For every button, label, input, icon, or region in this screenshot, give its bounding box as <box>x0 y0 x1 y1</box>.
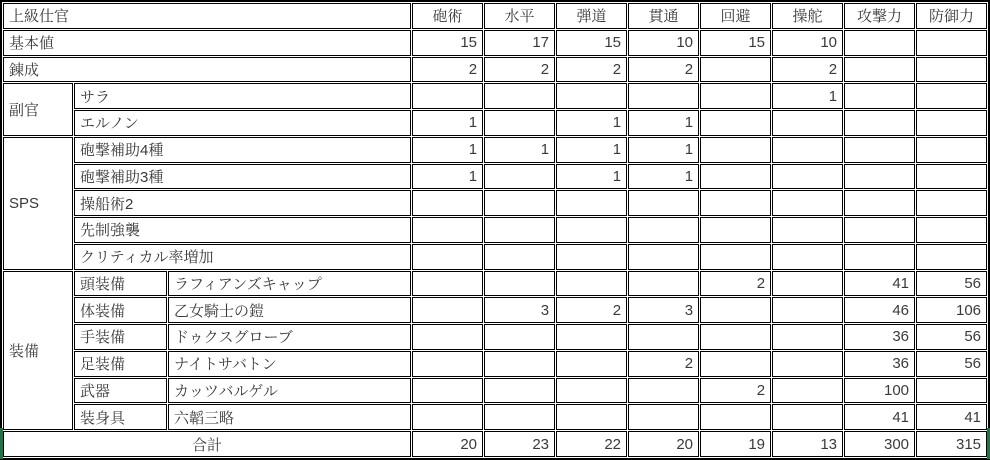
equip-slot-label[interactable]: 装身具 <box>74 404 167 430</box>
sps-skill-name[interactable]: 砲撃補助4種 <box>74 137 411 163</box>
stat-cell[interactable] <box>772 297 843 323</box>
stat-cell[interactable]: 3 <box>484 297 555 323</box>
stat-cell[interactable] <box>916 83 987 109</box>
selection-border-left <box>0 428 3 459</box>
stat-cell[interactable] <box>772 110 843 136</box>
stat-cell[interactable]: 10 <box>628 30 699 56</box>
stat-cell[interactable] <box>484 271 555 297</box>
table-row <box>3 83 987 109</box>
column-header-gunnery[interactable]: 砲術 <box>412 3 483 29</box>
stat-cell[interactable]: 2 <box>628 57 699 83</box>
total-cell[interactable]: 20 <box>412 431 483 457</box>
stat-cell[interactable] <box>916 30 987 56</box>
table-row <box>3 190 987 216</box>
stat-cell[interactable]: 2 <box>700 271 771 297</box>
table-row <box>3 271 987 297</box>
stat-cell[interactable]: 41 <box>844 404 915 430</box>
stat-cell[interactable]: 36 <box>844 324 915 350</box>
group-label-sps[interactable]: SPS <box>3 137 73 270</box>
total-cell[interactable]: 20 <box>628 431 699 457</box>
stat-cell[interactable]: 1 <box>628 137 699 163</box>
stat-cell[interactable]: 2 <box>556 297 627 323</box>
stat-cell[interactable]: 15 <box>700 30 771 56</box>
table-row <box>3 244 987 270</box>
stat-cell[interactable] <box>628 378 699 404</box>
stat-cell[interactable] <box>700 297 771 323</box>
stat-cell[interactable] <box>844 244 915 270</box>
stat-cell[interactable] <box>700 57 771 83</box>
stat-cell[interactable] <box>556 404 627 430</box>
stat-cell[interactable]: 106 <box>916 297 987 323</box>
stat-cell[interactable] <box>700 404 771 430</box>
stat-cell[interactable] <box>700 324 771 350</box>
stat-cell[interactable] <box>484 217 555 243</box>
sps-skill-name[interactable]: 先制強襲 <box>74 217 411 243</box>
stat-cell[interactable] <box>484 190 555 216</box>
stat-cell[interactable] <box>412 190 483 216</box>
stat-cell[interactable] <box>700 351 771 377</box>
stat-cell[interactable]: 1 <box>556 110 627 136</box>
stat-cell[interactable]: 1 <box>412 110 483 136</box>
equip-item-name[interactable]: 六韜三略 <box>168 404 411 430</box>
stat-cell[interactable]: 56 <box>916 324 987 350</box>
stat-cell[interactable] <box>772 271 843 297</box>
stat-cell[interactable]: 15 <box>556 30 627 56</box>
group-label-equipment[interactable]: 装備 <box>3 271 73 431</box>
stat-cell[interactable]: 2 <box>772 57 843 83</box>
sps-skill-name[interactable]: クリティカル率増加 <box>74 244 411 270</box>
column-header-horizontal[interactable]: 水平 <box>484 3 555 29</box>
stat-cell[interactable]: 56 <box>916 351 987 377</box>
total-cell[interactable]: 300 <box>844 431 915 457</box>
stat-cell[interactable] <box>412 324 483 350</box>
stat-cell[interactable] <box>556 217 627 243</box>
stat-cell[interactable]: 2 <box>412 57 483 83</box>
stat-cell[interactable] <box>772 244 843 270</box>
equip-slot-label[interactable]: 手装備 <box>74 324 167 350</box>
stat-cell[interactable]: 41 <box>916 404 987 430</box>
stat-cell[interactable] <box>772 351 843 377</box>
header-row <box>3 3 987 29</box>
stat-cell[interactable] <box>412 351 483 377</box>
stat-cell[interactable] <box>484 324 555 350</box>
table-row <box>3 378 987 404</box>
column-header-attack[interactable]: 攻撃力 <box>844 3 915 29</box>
equip-item-name[interactable]: 乙女騎士の鎧 <box>168 297 411 323</box>
stat-cell[interactable] <box>772 190 843 216</box>
stat-cell[interactable] <box>844 137 915 163</box>
sps-skill-name[interactable]: 操船術2 <box>74 190 411 216</box>
stat-cell[interactable]: 2 <box>700 378 771 404</box>
stat-cell[interactable] <box>700 83 771 109</box>
stat-cell[interactable] <box>556 271 627 297</box>
stat-cell[interactable] <box>916 137 987 163</box>
total-label[interactable]: 合計 <box>3 431 411 457</box>
stat-cell[interactable] <box>412 244 483 270</box>
stat-cell[interactable]: 36 <box>844 351 915 377</box>
column-header-evasion[interactable]: 回避 <box>700 3 771 29</box>
stat-cell[interactable] <box>700 137 771 163</box>
total-cell[interactable]: 19 <box>700 431 771 457</box>
stat-cell[interactable] <box>556 190 627 216</box>
stat-cell[interactable] <box>700 190 771 216</box>
stat-cell[interactable] <box>844 217 915 243</box>
stat-cell[interactable] <box>628 83 699 109</box>
stat-cell[interactable] <box>412 217 483 243</box>
corner-header[interactable]: 上級仕官 <box>3 3 411 29</box>
stat-cell[interactable] <box>484 404 555 430</box>
column-header-defense[interactable]: 防御力 <box>916 3 987 29</box>
stat-cell[interactable] <box>484 110 555 136</box>
stat-cell[interactable] <box>700 110 771 136</box>
stat-cell[interactable] <box>412 404 483 430</box>
stat-cell[interactable] <box>772 404 843 430</box>
stat-cell[interactable]: 56 <box>916 271 987 297</box>
stat-cell[interactable]: 1 <box>556 137 627 163</box>
stat-cell[interactable] <box>772 217 843 243</box>
total-cell[interactable]: 13 <box>772 431 843 457</box>
equip-item-name[interactable]: ナイトサバトン <box>168 351 411 377</box>
stat-cell[interactable] <box>556 351 627 377</box>
table-row <box>3 164 987 190</box>
stat-cell[interactable]: 15 <box>412 30 483 56</box>
stat-cell[interactable] <box>916 378 987 404</box>
stat-cell[interactable]: 1 <box>484 137 555 163</box>
table-row <box>3 137 987 163</box>
column-header-steering[interactable]: 操舵 <box>772 3 843 29</box>
stat-cell[interactable] <box>916 244 987 270</box>
stat-cell[interactable] <box>628 324 699 350</box>
table-row <box>3 297 987 323</box>
column-header-ballistics[interactable]: 弾道 <box>556 3 627 29</box>
equip-slot-label[interactable]: 体装備 <box>74 297 167 323</box>
stat-cell[interactable] <box>844 164 915 190</box>
stat-cell[interactable]: 1 <box>772 83 843 109</box>
stat-cell[interactable] <box>556 244 627 270</box>
stat-cell[interactable] <box>844 190 915 216</box>
stat-cell[interactable]: 100 <box>844 378 915 404</box>
stat-cell[interactable] <box>700 217 771 243</box>
row-label-rensei[interactable]: 錬成 <box>3 57 411 83</box>
stat-cell[interactable]: 17 <box>484 30 555 56</box>
stat-cell[interactable] <box>556 83 627 109</box>
stat-cell[interactable] <box>916 110 987 136</box>
stat-cell[interactable]: 10 <box>772 30 843 56</box>
stat-cell[interactable] <box>772 164 843 190</box>
stat-cell[interactable] <box>484 378 555 404</box>
stat-cell[interactable] <box>844 110 915 136</box>
table-row <box>3 351 987 377</box>
total-row <box>3 431 987 457</box>
table-row <box>3 30 987 56</box>
table-row <box>3 404 987 430</box>
equip-slot-label[interactable]: 足装備 <box>74 351 167 377</box>
stat-cell[interactable] <box>484 351 555 377</box>
stat-cell[interactable]: 2 <box>556 57 627 83</box>
stat-cell[interactable] <box>556 378 627 404</box>
row-label-base[interactable]: 基本値 <box>3 30 411 56</box>
equip-slot-label[interactable]: 頭装備 <box>74 271 167 297</box>
stat-cell[interactable] <box>412 271 483 297</box>
stat-cell[interactable] <box>628 217 699 243</box>
stat-cell[interactable] <box>556 324 627 350</box>
stat-cell[interactable] <box>772 324 843 350</box>
stat-cell[interactable] <box>628 404 699 430</box>
stat-cell[interactable] <box>700 244 771 270</box>
stat-cell[interactable] <box>628 244 699 270</box>
stat-cell[interactable] <box>628 190 699 216</box>
stat-cell[interactable] <box>844 30 915 56</box>
stat-cell[interactable]: 2 <box>628 351 699 377</box>
stat-cell[interactable] <box>484 83 555 109</box>
stat-cell[interactable] <box>772 137 843 163</box>
stat-cell[interactable]: 3 <box>628 297 699 323</box>
stat-cell[interactable] <box>412 83 483 109</box>
total-cell[interactable]: 315 <box>916 431 987 457</box>
stat-cell[interactable] <box>484 164 555 190</box>
total-cell[interactable]: 23 <box>484 431 555 457</box>
stat-cell[interactable]: 1 <box>556 164 627 190</box>
stat-cell[interactable] <box>916 57 987 83</box>
stat-cell[interactable] <box>700 164 771 190</box>
group-label-adjutant[interactable]: 副官 <box>3 83 73 136</box>
table-row <box>3 324 987 350</box>
stat-cell[interactable] <box>412 378 483 404</box>
sps-skill-name[interactable]: 砲撃補助3種 <box>74 164 411 190</box>
equip-slot-label[interactable]: 武器 <box>74 378 167 404</box>
stat-cell[interactable] <box>916 164 987 190</box>
stat-cell[interactable] <box>412 297 483 323</box>
equip-item-name[interactable]: ラフィアンズキャップ <box>168 271 411 297</box>
stat-cell[interactable]: 1 <box>412 137 483 163</box>
table-row <box>3 57 987 83</box>
stat-cell[interactable]: 41 <box>844 271 915 297</box>
equip-item-name[interactable]: ドゥクスグローブ <box>168 324 411 350</box>
stat-cell[interactable]: 1 <box>628 164 699 190</box>
stat-cell[interactable]: 1 <box>628 110 699 136</box>
column-header-penetration[interactable]: 貫通 <box>628 3 699 29</box>
stat-cell[interactable]: 2 <box>484 57 555 83</box>
equip-item-name[interactable]: カッツバルゲル <box>168 378 411 404</box>
stat-cell[interactable] <box>844 57 915 83</box>
stat-cell[interactable] <box>628 271 699 297</box>
stat-cell[interactable] <box>916 217 987 243</box>
stat-cell[interactable] <box>916 190 987 216</box>
stat-cell[interactable]: 1 <box>412 164 483 190</box>
total-cell[interactable]: 22 <box>556 431 627 457</box>
adjutant-name[interactable]: エルノン <box>74 110 411 136</box>
stat-cell[interactable]: 46 <box>844 297 915 323</box>
table-row <box>3 217 987 243</box>
table-row <box>3 110 987 136</box>
stat-cell[interactable] <box>772 378 843 404</box>
stat-cell[interactable] <box>844 83 915 109</box>
adjutant-name[interactable]: サラ <box>74 83 411 109</box>
stat-cell[interactable] <box>484 244 555 270</box>
